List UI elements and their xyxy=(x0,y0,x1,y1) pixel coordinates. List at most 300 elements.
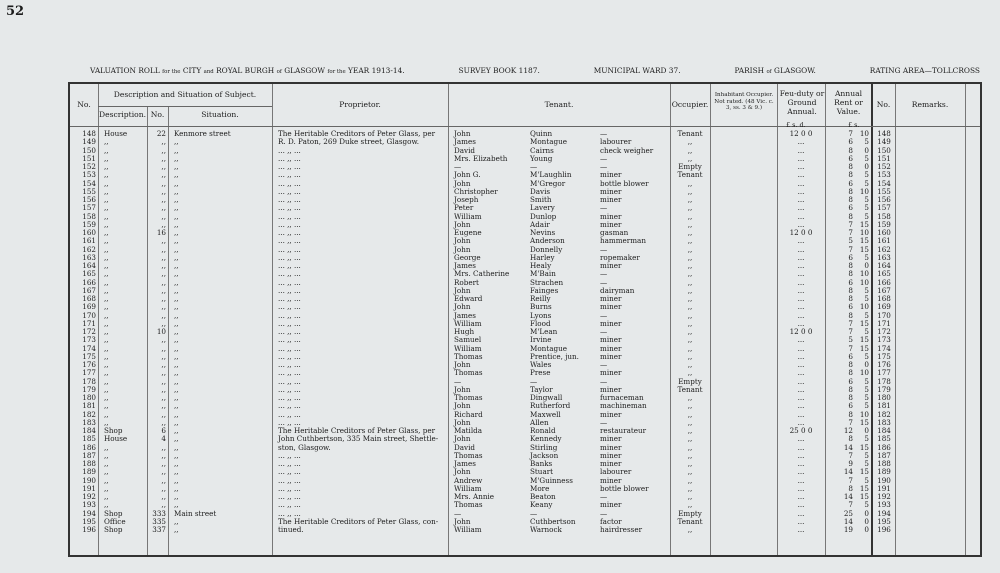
situation: ,, xyxy=(174,368,179,378)
occupier-status: ,, xyxy=(687,261,693,270)
description: ,, xyxy=(104,409,109,419)
table-row xyxy=(70,361,980,369)
row-number: 164 xyxy=(82,261,96,270)
occupier-status: ,, xyxy=(687,294,693,303)
proprietor: ... ,, ... xyxy=(278,475,301,485)
tenant-surname: Warnock xyxy=(530,525,562,534)
table-row xyxy=(70,138,980,146)
description: ,, xyxy=(104,492,109,501)
rent-pounds: 14 xyxy=(843,467,853,477)
description: ,, xyxy=(104,211,109,221)
tenant-first-name: Eugene xyxy=(454,228,482,237)
valuation-table xyxy=(68,82,982,557)
rent-pounds: 8 xyxy=(848,368,853,378)
header-number: No. xyxy=(150,110,165,119)
situation: ,, xyxy=(174,203,179,213)
row-number: 180 xyxy=(82,393,96,402)
situation: ,, xyxy=(174,211,179,221)
feu-duty: ... xyxy=(797,211,805,221)
feu-duty: ... xyxy=(797,302,805,312)
proprietor: ... ,, ... xyxy=(278,360,301,369)
proprietor: ... ,, ... xyxy=(278,228,301,237)
tenant-occupation: miner xyxy=(600,442,622,452)
description: ,, xyxy=(104,244,109,254)
tenant-occupation: miner xyxy=(600,384,622,394)
row-number-right: 181 xyxy=(877,401,891,411)
tenant-first-name: Matilda xyxy=(454,426,483,435)
street-number: ,, xyxy=(161,368,166,378)
occupier-status: ,, xyxy=(687,153,693,163)
tenant-surname: Lyons xyxy=(530,310,552,320)
occupier-status: ,, xyxy=(687,467,693,477)
occupier-status: ,, xyxy=(687,442,693,452)
tenant-occupation: miner xyxy=(600,186,622,196)
tenant-first-name: James xyxy=(454,310,476,320)
tenant-surname: Quinn xyxy=(530,129,553,138)
row-number: 160 xyxy=(82,228,96,237)
street-number: ,, xyxy=(161,162,166,171)
proprietor: ... ,, ... xyxy=(278,343,301,353)
rent-shillings: 5 xyxy=(864,252,869,262)
rent-shillings: 5 xyxy=(864,351,869,361)
tenant-occupation: miner xyxy=(600,459,622,468)
occupier-status: ,, xyxy=(687,492,693,501)
occupier-status: ,, xyxy=(687,434,693,444)
rent-shillings: 0 xyxy=(864,162,869,171)
description: ,, xyxy=(104,376,109,386)
tenant-surname: Ronald xyxy=(530,426,556,435)
tenant-first-name: James xyxy=(454,137,476,147)
row-number-right: 152 xyxy=(877,162,891,171)
tenant-first-name: David xyxy=(454,145,476,155)
feu-duty: ... xyxy=(797,244,805,254)
proprietor: ... ,, ... xyxy=(278,459,301,468)
table-row xyxy=(70,196,980,204)
tenant-surname: Flood xyxy=(530,318,551,328)
tenant-surname: Young xyxy=(530,153,553,163)
table-row xyxy=(70,287,980,295)
description: Shop xyxy=(104,508,123,518)
tenant-occupation: miner xyxy=(600,450,622,460)
situation: ,, xyxy=(174,426,179,435)
description: ,, xyxy=(104,162,109,171)
row-number-right: 186 xyxy=(877,442,891,452)
feu-duty: ... xyxy=(797,236,805,246)
occupier-status: ,, xyxy=(687,368,693,378)
proprietor: ... ,, ... xyxy=(278,483,301,493)
street-number: ,, xyxy=(161,417,166,427)
tenant-occupation: check weigher xyxy=(600,145,654,155)
tenant-occupation: — xyxy=(600,360,608,369)
occupier-status: Empty xyxy=(678,508,702,518)
row-number: 179 xyxy=(82,384,96,394)
row-number: 156 xyxy=(82,195,96,204)
situation: ,, xyxy=(174,459,179,468)
feu-duty: ... xyxy=(797,219,805,229)
occupier-status: Empty xyxy=(678,376,702,386)
proprietor: The Heritable Creditors of Peter Glass, con- xyxy=(278,516,439,526)
proprietor: ... ,, ... xyxy=(278,467,301,477)
proprietor: ... ,, ... xyxy=(278,178,301,188)
tenant-first-name: George xyxy=(454,252,481,262)
situation: ,, xyxy=(174,351,179,361)
rent-pounds: 8 xyxy=(848,261,853,270)
description: ,, xyxy=(104,467,109,477)
tenant-surname: Jackson xyxy=(530,450,559,460)
tenant-first-name: Thomas xyxy=(454,393,483,402)
street-number: ,, xyxy=(161,170,166,180)
row-number: 178 xyxy=(82,376,96,386)
rent-pounds: 8 xyxy=(848,434,853,444)
row-number-right: 187 xyxy=(877,450,891,460)
feu-duty: ... xyxy=(797,137,805,147)
tenant-occupation: miner xyxy=(600,170,622,180)
street-number: ,, xyxy=(161,384,166,394)
tenant-first-name: Thomas xyxy=(454,368,483,378)
rent-pounds: 25 xyxy=(843,508,853,518)
feu-duty: ... xyxy=(797,500,805,510)
description: Shop xyxy=(104,525,123,534)
rent-shillings: 5 xyxy=(864,310,869,320)
row-number-right: 184 xyxy=(877,426,891,435)
occupier-status: ,, xyxy=(687,269,693,279)
tenant-occupation: dairyman xyxy=(600,285,635,295)
tenant-surname: M'Guinness xyxy=(530,475,573,485)
rent-shillings: 0 xyxy=(864,525,869,534)
situation: ,, xyxy=(174,261,179,270)
row-number: 182 xyxy=(82,409,96,419)
table-row xyxy=(70,328,980,336)
feu-duty: ... xyxy=(797,434,805,444)
description: ,, xyxy=(104,343,109,353)
rent-pounds: 7 xyxy=(848,219,853,229)
tenant-occupation: — xyxy=(600,492,608,501)
rent-pounds: 8 xyxy=(848,409,853,419)
row-number-right: 178 xyxy=(877,376,891,386)
row-number-right: 169 xyxy=(877,302,891,312)
tenant-first-name: John xyxy=(454,417,471,427)
feu-duty: 25 0 0 xyxy=(789,426,813,435)
proprietor: ... ,, ... xyxy=(278,318,301,328)
description: ,, xyxy=(104,195,109,204)
tenant-first-name: William xyxy=(454,483,482,493)
proprietor: ... ,, ... xyxy=(278,294,301,303)
feu-duty: ... xyxy=(797,516,805,526)
row-number: 195 xyxy=(82,516,96,526)
rent-pounds: 6 xyxy=(848,137,853,147)
proprietor: ... ,, ... xyxy=(278,401,301,411)
feu-duty: 12 0 0 xyxy=(789,228,813,237)
tenant-first-name: John G. xyxy=(454,170,481,180)
rent-pounds: 8 xyxy=(848,384,853,394)
municipal-ward: MUNICIPAL WARD 37. xyxy=(593,66,681,75)
tenant-surname: Dingwall xyxy=(530,393,563,402)
tenant-first-name: — xyxy=(454,376,462,386)
row-number-right: 193 xyxy=(877,500,891,510)
tenant-surname: Lavery xyxy=(530,203,555,213)
rent-pounds: 7 xyxy=(848,475,853,485)
street-number: ,, xyxy=(161,310,166,320)
tenant-occupation: miner xyxy=(600,368,622,378)
proprietor: ... ,, ... xyxy=(278,310,301,320)
street-number: 6 xyxy=(161,426,166,435)
rent-shillings: 5 xyxy=(864,153,869,163)
rent-pounds: 8 xyxy=(848,285,853,295)
rent-shillings: 5 xyxy=(864,475,869,485)
proprietor: ... ,, ... xyxy=(278,162,301,171)
tenant-surname: — xyxy=(530,508,538,518)
street-number: ,, xyxy=(161,219,166,229)
feu-duty: ... xyxy=(797,483,805,493)
occupier-status: ,, xyxy=(687,277,693,287)
row-number-right: 151 xyxy=(877,153,891,163)
header-feu-duty: Feu-duty or Ground Annual. xyxy=(779,89,825,116)
table-row xyxy=(70,147,980,155)
rent-pounds: 8 xyxy=(848,170,853,180)
header-tenant: Tenant. xyxy=(544,100,574,109)
row-number-right: 165 xyxy=(877,269,891,279)
row-number-right: 179 xyxy=(877,384,891,394)
row-number: 173 xyxy=(82,335,96,345)
table-row xyxy=(70,229,980,237)
rent-shillings: 5 xyxy=(864,203,869,213)
table-row xyxy=(70,320,980,328)
situation: ,, xyxy=(174,483,179,493)
header-description: Description. xyxy=(98,110,146,119)
tenant-surname: Healy xyxy=(530,261,552,270)
street-number: 4 xyxy=(161,434,166,444)
rent-shillings: 5 xyxy=(864,195,869,204)
tenant-surname: Montague xyxy=(530,137,567,147)
tenant-first-name: Peter xyxy=(454,203,474,213)
row-number: 157 xyxy=(82,203,96,213)
description: ,, xyxy=(104,335,109,345)
row-number-right: 155 xyxy=(877,186,891,196)
situation: ,, xyxy=(174,450,179,460)
occupier-status: ,, xyxy=(687,219,693,229)
rent-shillings: 0 xyxy=(864,516,869,526)
rent-pounds: 8 xyxy=(848,393,853,402)
occupier-status: ,, xyxy=(687,252,693,262)
description: ,, xyxy=(104,384,109,394)
tenant-first-name: Thomas xyxy=(454,450,483,460)
row-number-right: 162 xyxy=(877,244,891,254)
feu-duty: ... xyxy=(797,508,805,518)
situation: ,, xyxy=(174,236,179,246)
rent-pounds: 9 xyxy=(848,459,853,468)
rent-shillings: 15 xyxy=(859,219,869,229)
occupier-status: ,, xyxy=(687,302,693,312)
table-row xyxy=(70,353,980,361)
street-number: ,, xyxy=(161,294,166,303)
tenant-surname: Adair xyxy=(530,219,550,229)
rent-shillings: 10 xyxy=(859,277,869,287)
row-number-right: 150 xyxy=(877,145,891,155)
description: ,, xyxy=(104,153,109,163)
rent-shillings: 10 xyxy=(859,228,869,237)
table-row xyxy=(70,188,980,196)
proprietor: ... ,, ... xyxy=(278,384,301,394)
street-number: ,, xyxy=(161,236,166,246)
feu-duty: ... xyxy=(797,475,805,485)
feu-duty: ... xyxy=(797,318,805,328)
tenant-first-name: William xyxy=(454,343,482,353)
situation: ,, xyxy=(174,137,179,147)
tenant-surname: Davis xyxy=(530,186,551,196)
occupier-status: ,, xyxy=(687,203,693,213)
proprietor: ... ,, ... xyxy=(278,195,301,204)
occupier-status: Tenant xyxy=(677,516,703,526)
proprietor: ... ,, ... xyxy=(278,335,301,345)
proprietor: John Cuthbertson, 335 Main street, Shettle- xyxy=(278,434,439,444)
feu-duty: ... xyxy=(797,178,805,188)
header-situation: Situation. xyxy=(201,110,239,119)
row-number: 165 xyxy=(82,269,96,279)
street-number: 337 xyxy=(152,525,166,534)
row-number: 186 xyxy=(82,442,96,452)
survey-book: SURVEY BOOK 1187. xyxy=(458,66,540,75)
row-number-right: 191 xyxy=(877,483,891,493)
tenant-occupation: miner xyxy=(600,343,622,353)
rent-shillings: 5 xyxy=(864,500,869,510)
proprietor: ... ,, ... xyxy=(278,508,301,518)
description: ,, xyxy=(104,393,109,402)
tenant-surname: Stuart xyxy=(530,467,554,477)
proprietor: ... ,, ... xyxy=(278,376,301,386)
street-number: ,, xyxy=(161,244,166,254)
tenant-occupation: — xyxy=(600,153,608,163)
proprietor: ... ,, ... xyxy=(278,393,301,402)
situation: ,, xyxy=(174,170,179,180)
proprietor: ... ,, ... xyxy=(278,219,301,229)
feu-duty: ... xyxy=(797,162,805,171)
rent-shillings: 5 xyxy=(864,459,869,468)
tenant-occupation: hairdresser xyxy=(600,525,643,534)
tenant-surname: M'Bain xyxy=(530,269,556,279)
street-number: ,, xyxy=(161,211,166,221)
feu-duty: ... xyxy=(797,285,805,295)
row-number-right: 190 xyxy=(877,475,891,485)
feu-duty: ... xyxy=(797,450,805,460)
rent-pounds: 14 xyxy=(843,492,853,501)
row-number-right: 183 xyxy=(877,417,891,427)
tenant-first-name: David xyxy=(454,442,476,452)
situation: ,, xyxy=(174,376,179,386)
row-number-right: 156 xyxy=(877,195,891,204)
row-number: 194 xyxy=(82,508,96,518)
table-row xyxy=(70,130,980,138)
situation: ,, xyxy=(174,244,179,254)
street-number: 333 xyxy=(152,508,166,518)
feu-duty: ... xyxy=(797,492,805,501)
rent-shillings: 15 xyxy=(859,318,869,328)
tenant-occupation: miner xyxy=(600,434,622,444)
row-number: 196 xyxy=(82,525,96,534)
row-number: 158 xyxy=(82,211,96,221)
occupier-status: ,, xyxy=(687,475,693,485)
situation: ,, xyxy=(174,310,179,320)
tenant-first-name: John xyxy=(454,467,471,477)
rent-pounds: 7 xyxy=(848,228,853,237)
occupier-status: ,, xyxy=(687,211,693,221)
rent-pounds: 8 xyxy=(848,145,853,155)
tenant-occupation: miner xyxy=(600,195,622,204)
tenant-surname: Banks xyxy=(530,459,553,468)
tenant-first-name: Thomas xyxy=(454,500,483,510)
rent-pounds: 14 xyxy=(843,516,853,526)
tenant-occupation: miner xyxy=(600,351,622,361)
row-number-right: 170 xyxy=(877,310,891,320)
street-number: 16 xyxy=(156,228,166,237)
feu-duty: ... xyxy=(797,393,805,402)
rent-pounds: 8 xyxy=(848,195,853,204)
row-number: 191 xyxy=(82,483,96,493)
feu-duty: ... xyxy=(797,368,805,378)
occupier-status: ,, xyxy=(687,483,693,493)
description: ,, xyxy=(104,442,109,452)
description: ,, xyxy=(104,178,109,188)
situation: ,, xyxy=(174,417,179,427)
description: ,, xyxy=(104,228,109,237)
table-row xyxy=(70,303,980,311)
rent-pounds: 5 xyxy=(848,335,853,345)
description: ,, xyxy=(104,145,109,155)
rent-pounds: 8 xyxy=(848,294,853,303)
tenant-surname: Strachen xyxy=(530,277,564,287)
situation: ,, xyxy=(174,145,179,155)
occupier-status: ,, xyxy=(687,178,693,188)
occupier-status: Tenant xyxy=(677,129,703,138)
row-number: 184 xyxy=(82,426,96,435)
tenant-occupation: — xyxy=(600,277,608,287)
occupier-status: ,, xyxy=(687,228,693,237)
rent-pounds: 7 xyxy=(848,450,853,460)
rent-shillings: 5 xyxy=(864,178,869,188)
feu-duty: ... xyxy=(797,417,805,427)
rent-pounds: 6 xyxy=(848,302,853,312)
rent-pounds: 7 xyxy=(848,129,853,138)
feu-duty: ... xyxy=(797,252,805,262)
feu-duty: 12 0 0 xyxy=(789,129,813,138)
row-number-right: 164 xyxy=(877,261,891,270)
tenant-surname: Dunlop xyxy=(530,211,557,221)
tenant-occupation: — xyxy=(600,376,608,386)
feu-duty: ... xyxy=(797,170,805,180)
tenant-surname: M'Lean xyxy=(530,327,558,336)
row-number: 149 xyxy=(82,137,96,147)
description: ,, xyxy=(104,417,109,427)
situation: ,, xyxy=(174,384,179,394)
description: House xyxy=(104,434,128,444)
description: ,, xyxy=(104,252,109,262)
tenant-surname: More xyxy=(530,483,550,493)
situation: Main street xyxy=(174,508,217,518)
occupier-status: ,, xyxy=(687,450,693,460)
street-number: ,, xyxy=(161,318,166,328)
description: ,, xyxy=(104,500,109,510)
description: ,, xyxy=(104,219,109,229)
feu-duty: ... xyxy=(797,277,805,287)
tenant-surname: Donnelly xyxy=(530,244,563,254)
header-no-right: No. xyxy=(876,100,891,109)
street-number: ,, xyxy=(161,178,166,188)
proprietor: ... ,, ... xyxy=(278,285,301,295)
table-row xyxy=(70,254,980,262)
situation: ,, xyxy=(174,277,179,287)
row-number: 188 xyxy=(82,459,96,468)
table-row xyxy=(70,155,980,163)
table-row xyxy=(70,493,980,501)
